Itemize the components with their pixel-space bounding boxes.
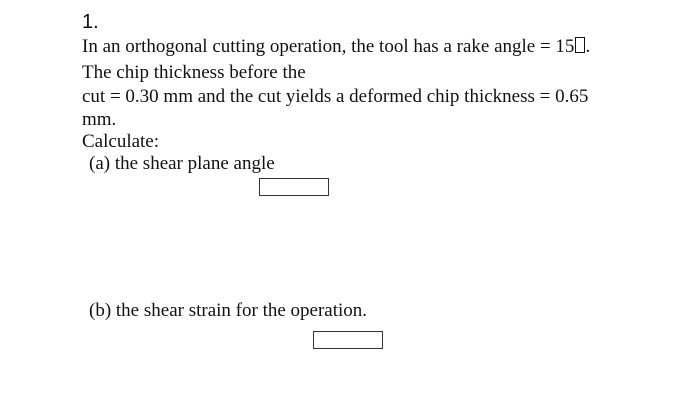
problem-statement-line-3: cut = 0.30 mm and the cut yields a deformed chip thickness = 0.65 — [82, 86, 589, 107]
problem-statement-line-4: mm. — [82, 109, 117, 130]
question-number: 1. — [82, 11, 99, 33]
problem-statement-line-2: The chip thickness before the — [82, 62, 306, 83]
problem-statement-line-1 — [82, 35, 590, 58]
missing-degree-glyph — [575, 37, 585, 53]
sentence-period: . — [585, 36, 591, 57]
part-b-answer-box[interactable] — [313, 331, 383, 349]
calculate-label: Calculate: — [82, 131, 160, 152]
part-a-answer-box[interactable] — [259, 178, 329, 196]
part-b-prompt: (b) the shear strain for the operation. — [89, 300, 368, 321]
problem-statement-text: In an orthogonal cutting operation, the tool has a rake angle = 15 — [82, 36, 575, 57]
part-a-prompt: (a) the shear plane angle — [89, 153, 275, 174]
